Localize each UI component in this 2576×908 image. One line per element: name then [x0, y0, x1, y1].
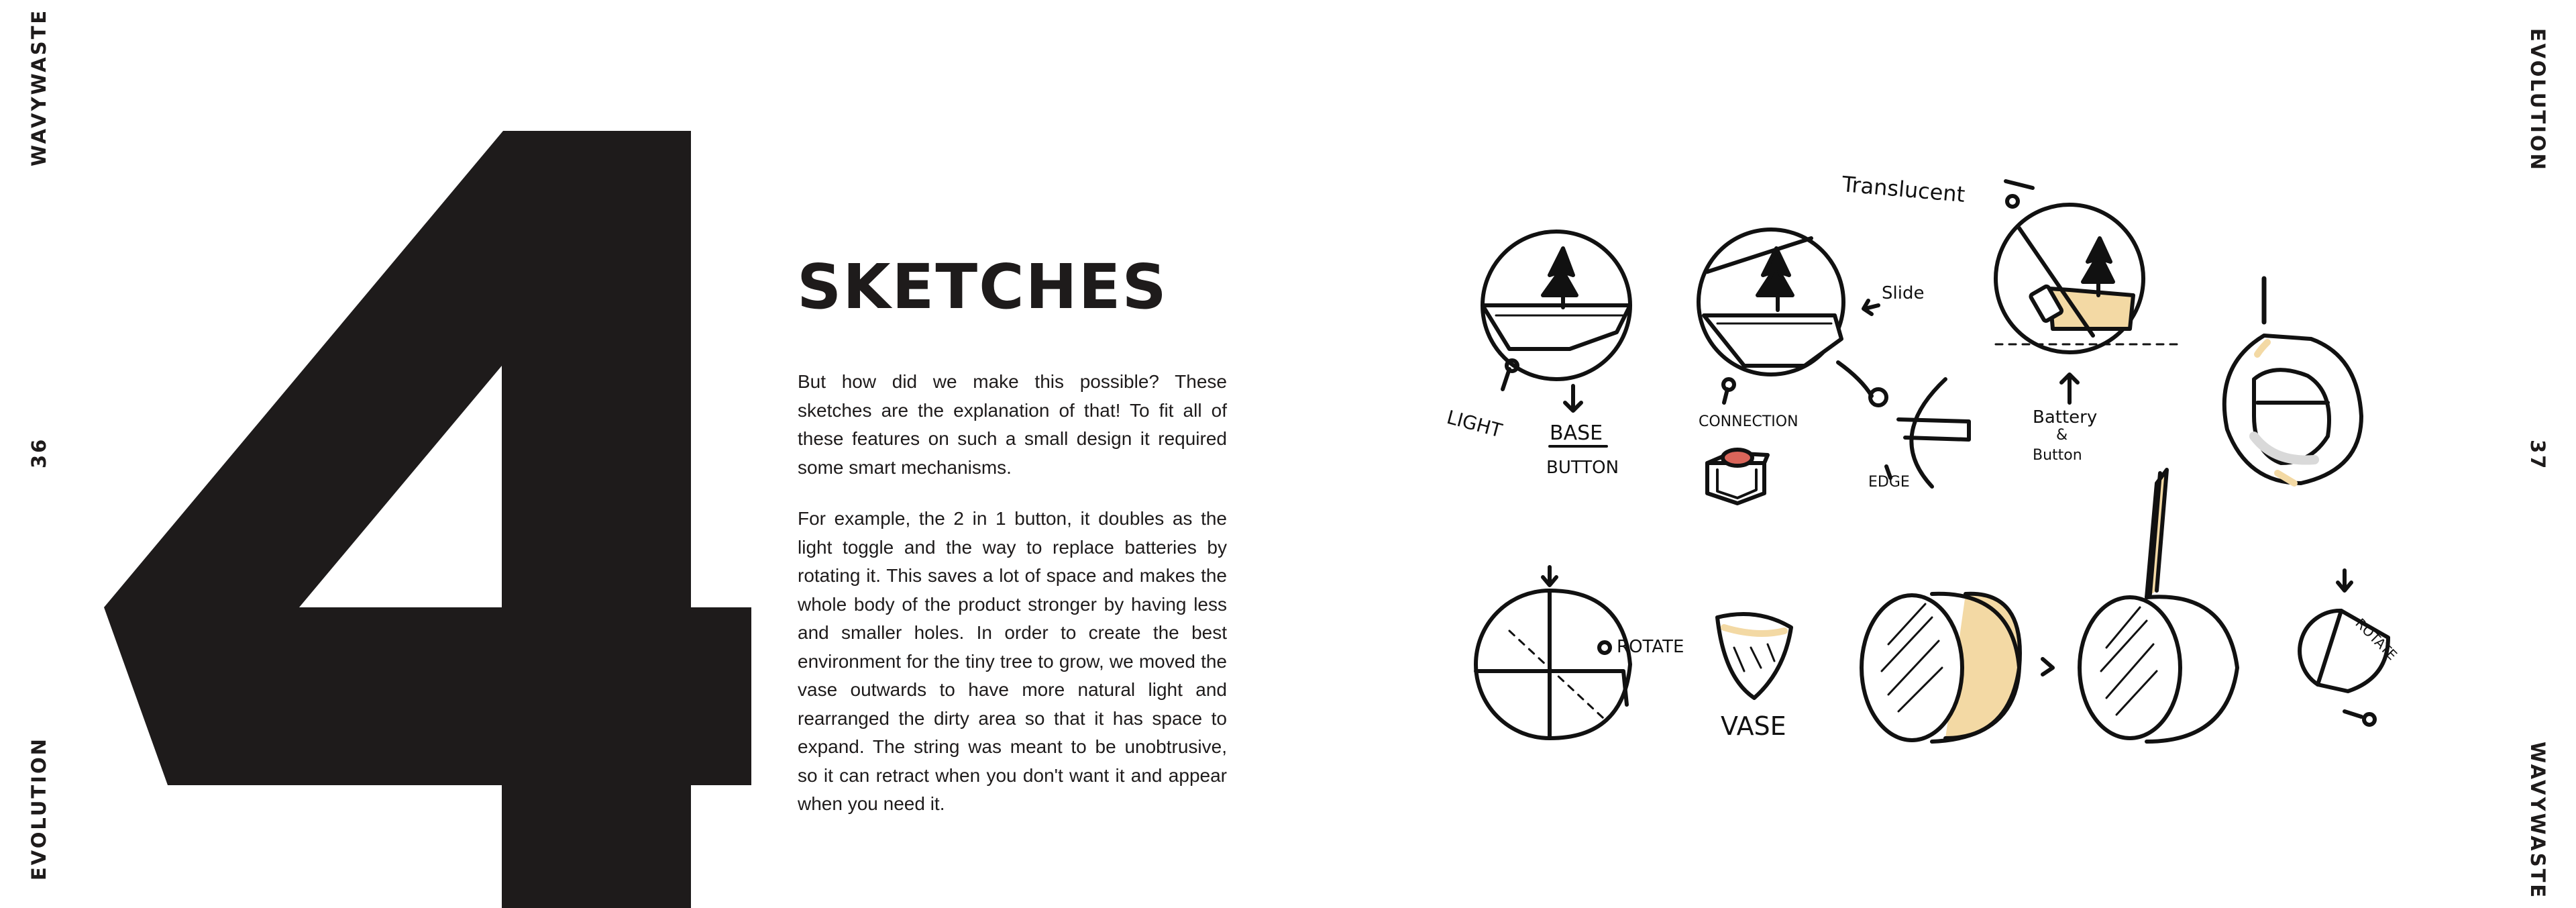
sketch-vase: [1717, 614, 1791, 698]
body-paragraph-2: For example, the 2 in 1 button, it doubles as the light toggle and the way to replace batteries by rotating it. This saves a lot of space and makes the whole body of the product stronger by having less and smaller holes. In order to create the best environment for the tiny tree to grow, we moved the vase outwards to have more natural light and rearranged the dirty area so that it has space to expand. The string was meant to be unobtrusive, so it can retract when you don't want it and appear when you need it.: [798, 508, 1227, 814]
sketch-red-button: [1707, 450, 1768, 503]
label-battery: Battery: [2033, 407, 2098, 427]
label-slide: Slide: [1882, 283, 1925, 303]
page-number-left: 36: [28, 437, 50, 468]
label-edge: EDGE: [1868, 474, 1910, 491]
section-label-right: EVOLUTION: [2526, 28, 2549, 172]
sketch-side-profile: [2224, 279, 2361, 483]
big-numeral-4: [0, 0, 758, 908]
page-title: SKETCHES: [797, 251, 1168, 323]
sketch-rotate-diagram: [1476, 567, 1630, 738]
body-paragraph-1: But how did we make this possible? These sketches are the explanation of that! To fit all of these features on such a small design it required some smart mechanisms.: [798, 371, 1227, 478]
product-sketches: [1442, 148, 2415, 805]
sketch-sphere-translucent: [1996, 181, 2177, 403]
label-button: BUTTON: [1546, 458, 1619, 478]
section-label-left: EVOLUTION: [28, 737, 50, 880]
label-battery-button: Button: [2033, 447, 2082, 464]
label-battery-amp: &: [2056, 427, 2068, 444]
running-head-left: WAVYWASTE: [28, 8, 50, 166]
sketch-edge: [1886, 379, 1969, 487]
sketch-open-sphere-2: [2080, 470, 2237, 742]
sketch-open-sphere-1: [1862, 594, 2053, 742]
page-number-right: 37: [2526, 440, 2549, 471]
label-rotate: ROTATE: [1617, 637, 1684, 657]
sketch-sphere-light: [1483, 232, 1630, 411]
sketch-sphere-slide: [1699, 230, 1886, 405]
label-connection: CONNECTION: [1699, 413, 1799, 430]
label-rotate-2: ROTATE: [2352, 615, 2401, 664]
label-light: LIGHT: [1444, 405, 1505, 442]
running-head-right: WAVYWASTE: [2526, 742, 2549, 900]
label-base: BASE: [1550, 421, 1603, 445]
label-vase: VASE: [1721, 711, 1786, 741]
label-translucent: Translucent: [1841, 171, 1966, 207]
